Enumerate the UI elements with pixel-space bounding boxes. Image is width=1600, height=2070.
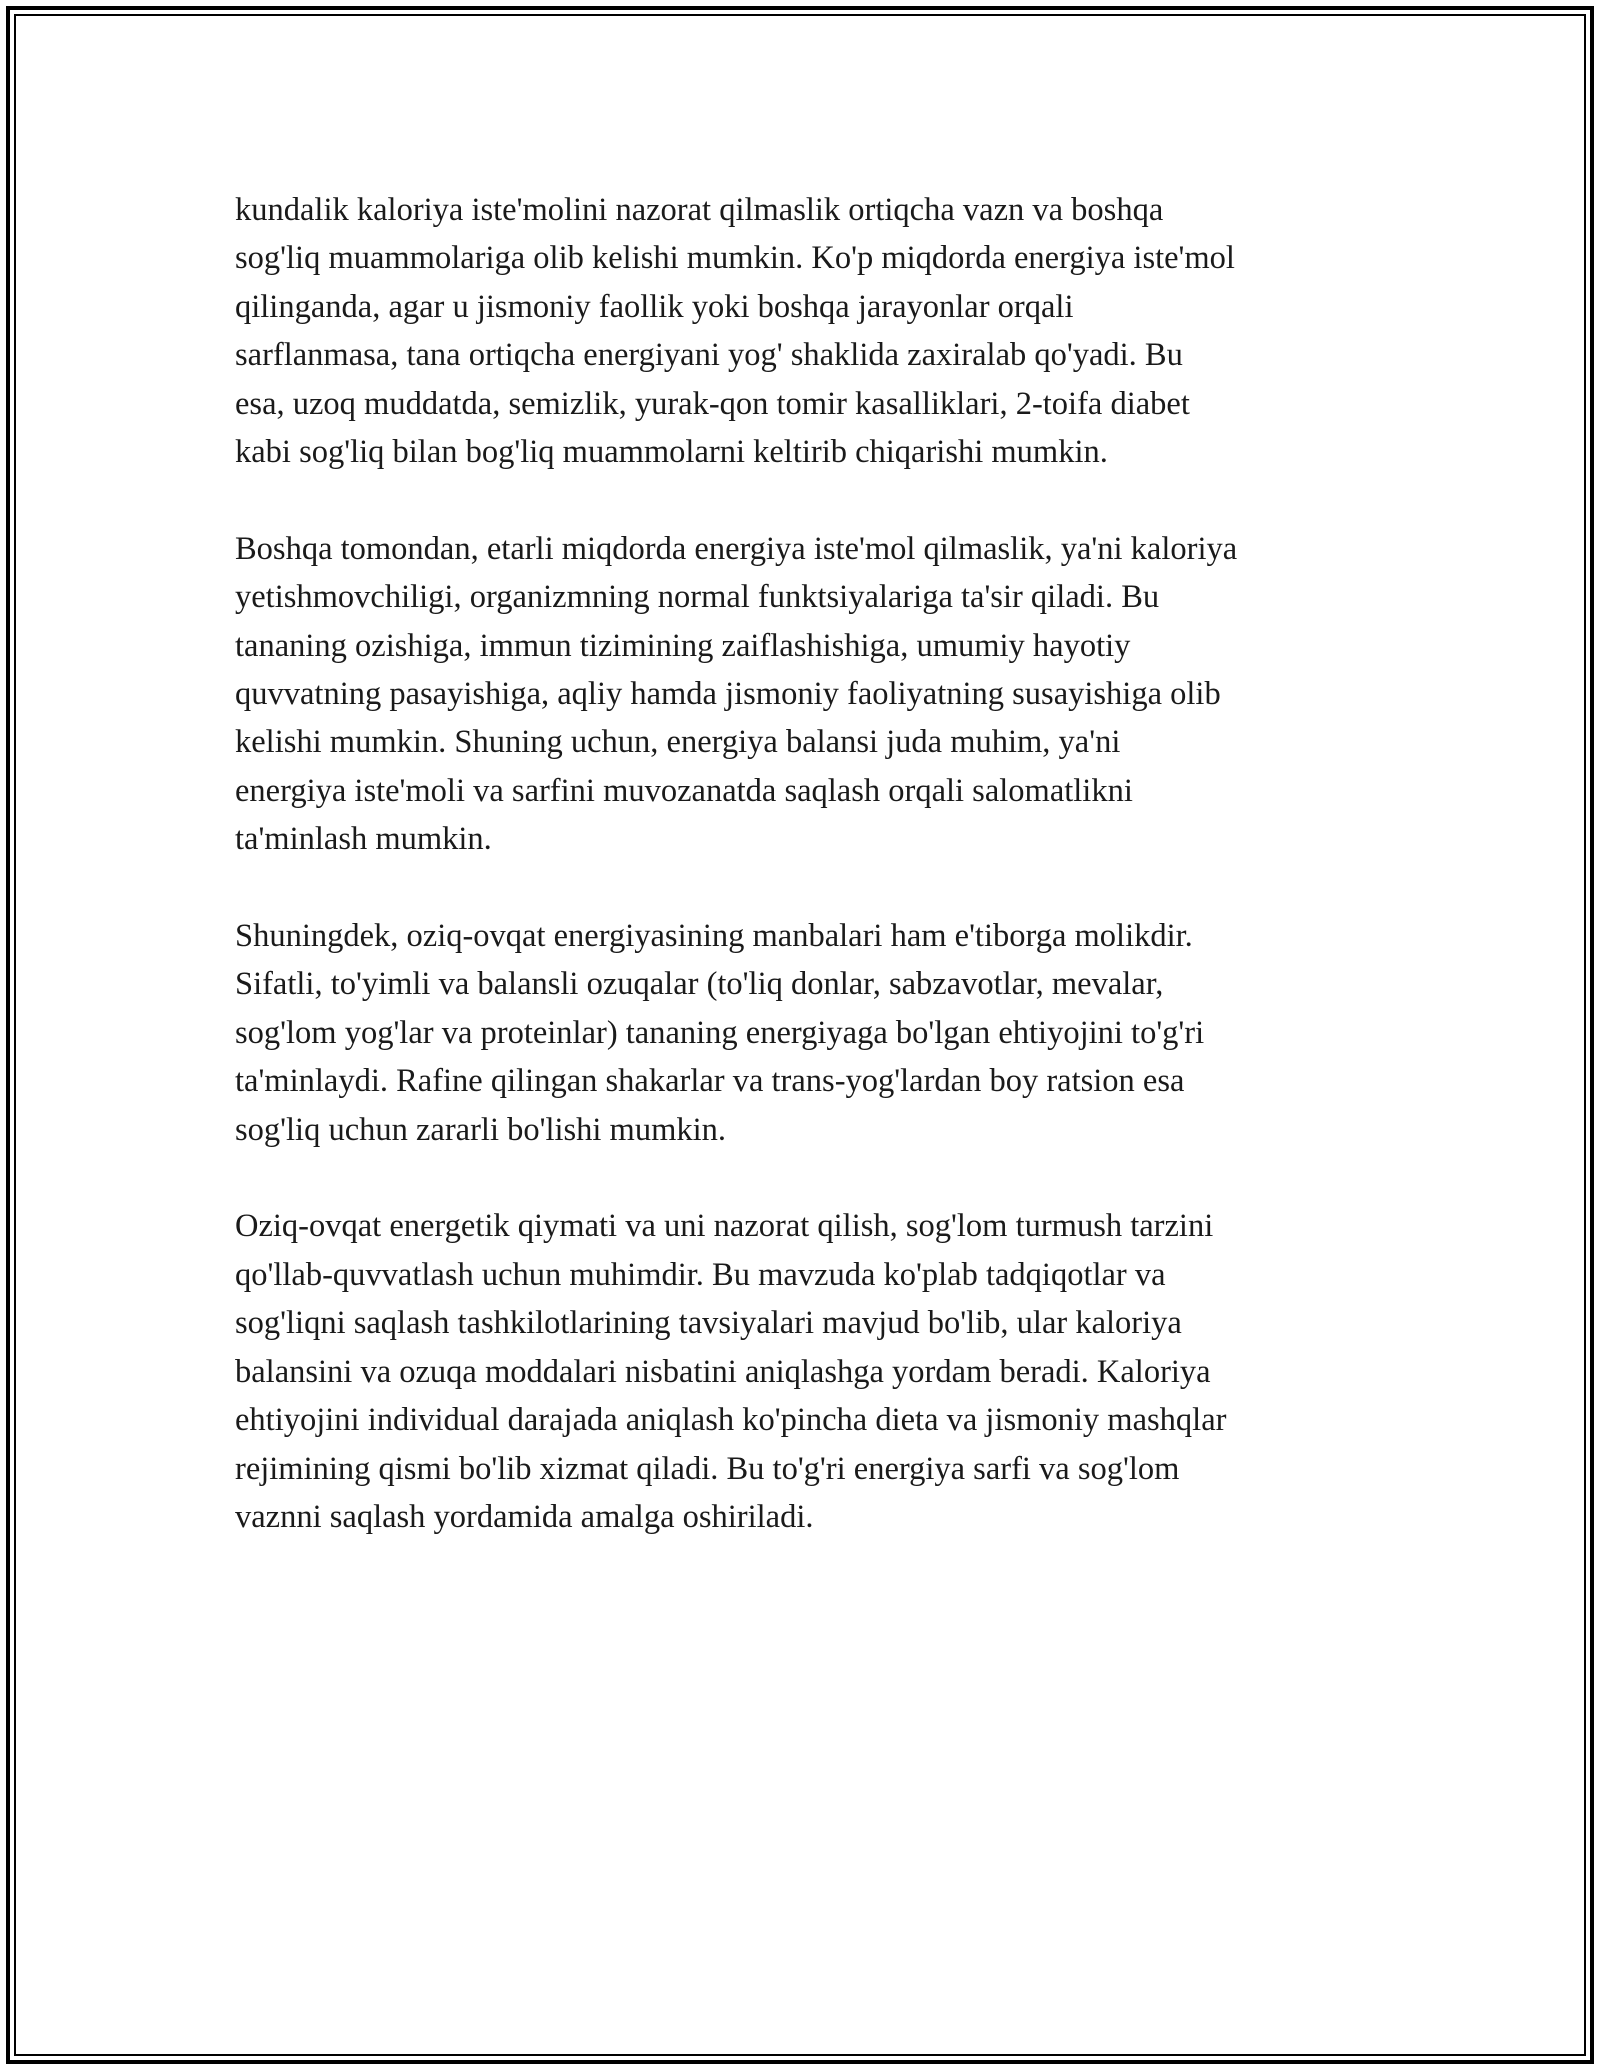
document-body: [235, 186, 1385, 1590]
paragraph-4: Oziq-ovqat energetik qiymati va uni nazorat qilish, sog'lom turmush tarzini qo'llab-quvvatlash uchun muhimdir. Bu mavzuda ko'plab tadqiqotlar va sog'liqni saqlash tashkilotlarining tavsiyalari mavjud bo'lib, ular kaloriya balansini va ozuqa moddalari nisbatini aniqlashga yordam beradi. Kaloriya ehtiyojini individual darajada aniqlash ko'pincha dieta va jismoniy mashqlar rejimining qismi bo'lib xizmat qiladi. Bu to'g'ri energiya sarfi va sog'lom vaznni saqlash yordamida amalga oshiriladi.: [235, 1208, 1227, 1535]
paragraph-2: Boshqa tomondan, etarli miqdorda energiya iste'mol qilmaslik, ya'ni kaloriya yetishmovchiligi, organizmning normal funktsiyalariga ta'sir qiladi. Bu tananing ozishiga, immun tizimining zaiflashishiga, umumiy hayotiy quvvatning pasayishiga, aqliy hamda jismoniy faoliyatning susayishiga olib kelishi mumkin. Shuning uchun, energiya balansi juda muhim, ya'ni energiya iste'moli va sarfini muvozanatda saqlash orqali salomatlikni ta'minlash mumkin.: [235, 530, 1238, 858]
paragraph-1: kundalik kaloriya iste'molini nazorat qilmaslik ortiqcha vazn va boshqa sog'liq muammolariga olib kelishi mumkin. Ko'p miqdorda energiya iste'mol qilinganda, agar u jismoniy faollik yoki boshqa jarayonlar orqali sarflanmasa, tana ortiqcha energiyani yog' shaklida zaxiralab qo'yadi. Bu esa, uzoq muddatda, semizlik, yurak-qon tomir kasalliklari, 2-toifa diabet kabi sog'liq bilan bog'liq muammolarni keltirib chiqarishi mumkin.: [235, 192, 1235, 471]
paragraph-3: Shuningdek, oziq-ovqat energiyasining manbalari ham e'tiborga molikdir. Sifatli, to'yimli va balansli ozuqalar (to'liq donlar, sabzavotlar, mevalar, sog'lom yog'lar va proteinlar) tananing energiyaga bo'lgan ehtiyojini to'g'ri ta'minlaydi. Rafine qilingan shakarlar va trans-yog'lardan boy ratsion esa sog'liq uchun zararli bo'lishi mumkin.: [235, 918, 1205, 1148]
